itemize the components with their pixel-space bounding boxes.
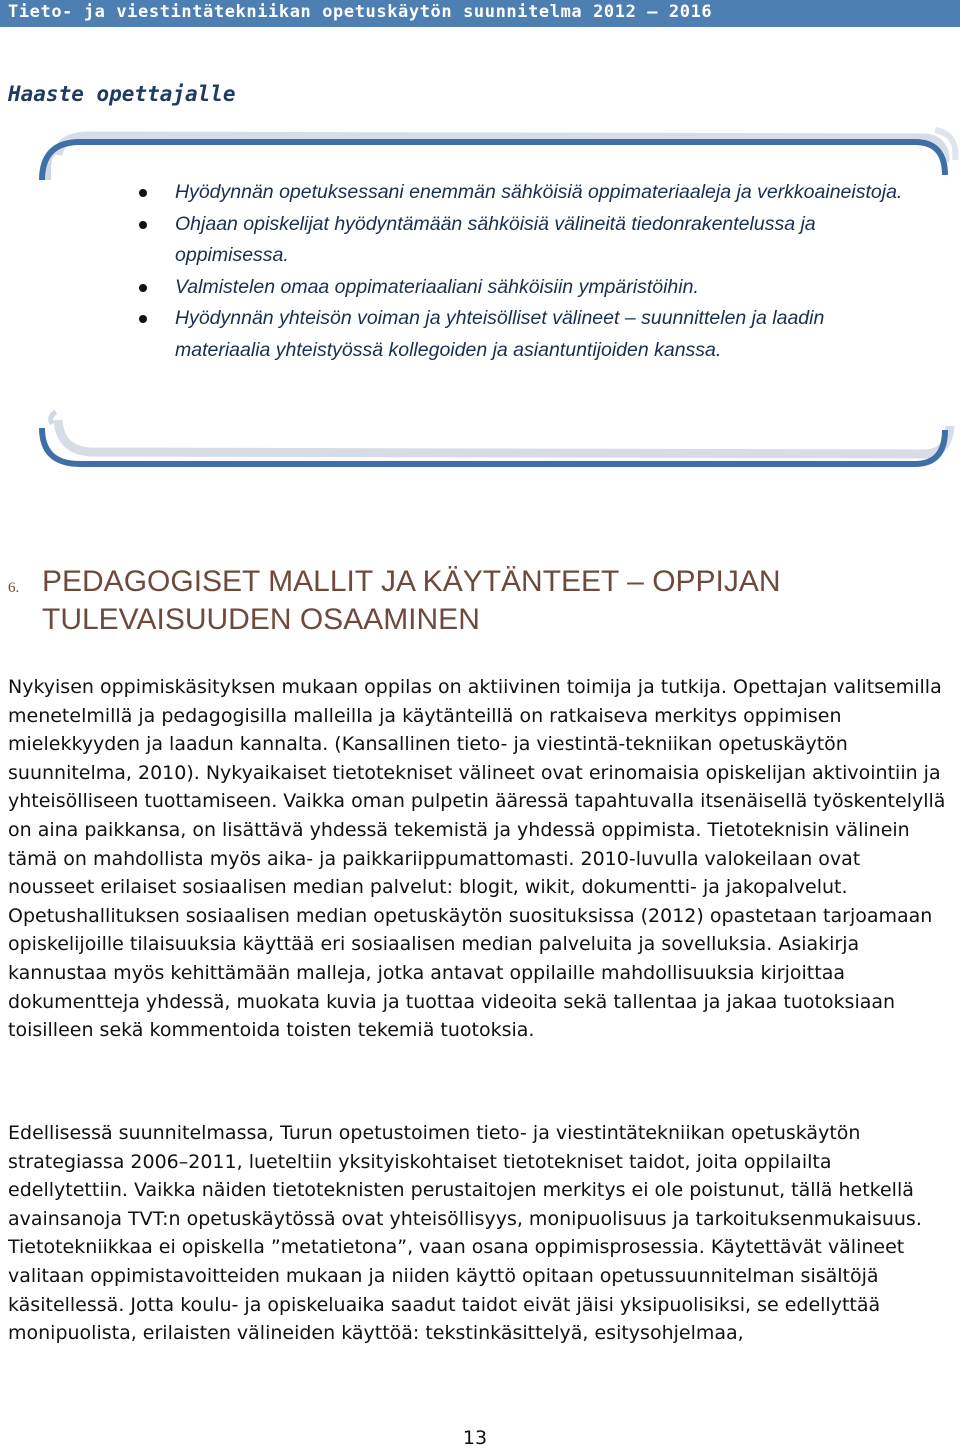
list-item — [137, 272, 917, 304]
scroll-bottom-shadow — [58, 420, 950, 454]
bullet-dot-icon — [139, 315, 147, 323]
list-item — [137, 209, 917, 272]
section-number: 6. — [8, 580, 20, 596]
list-item — [137, 303, 917, 366]
bullet-dot-icon — [139, 284, 147, 292]
page-header-bar — [0, 0, 960, 27]
scroll-top-edge — [42, 142, 945, 180]
bullet-dot-icon — [139, 189, 147, 197]
section-title: PEDAGOGISET MALLIT JA KÄYTÄNTEET – OPPIJAN TULEVAISUUDEN OSAAMINEN — [42, 565, 781, 636]
challenge-heading: Haaste opettajalle — [8, 82, 236, 106]
challenge-list — [137, 177, 917, 366]
list-item-text: Hyödynnän yhteisön voiman ja yhteisölliset välineet – suunnittelen ja laadin materiaalia yhteistyössä kollegoiden ja asiantuntijoiden kanssa. — [175, 307, 825, 361]
list-item — [137, 177, 917, 209]
list-item-text: Hyödynnän opetuksessani enemmän sähköisiä oppimateriaaleja ja verkkoaineistoja. — [175, 181, 903, 203]
page-header-title: Tieto- ja viestintätekniikan opetuskäytön suunnitelma 2012 – 2016 — [8, 2, 713, 22]
body-paragraph: Nykyisen oppimiskäsityksen mukaan oppilas on aktiivinen toimija ja tutkija. Opettajan valitsemilla menetelmillä ja pedagogisilla malleilla ja käytänteillä on ratkaiseva merkitys oppimisen mielekkyyden ja laadun kannalta. (Kansallinen tieto- ja viestintä-tekniikan opetuskäytön suunnitelma, 2010). Nykyaikaiset tietotekniset välineet ovat erinomaisia opiskelijan aktivointiin ja yhteisölliseen tuottamiseen. Vaikka oman pulpetin ääressä tapahtuvalla itsenäisellä työskentelyllä on aina paikkansa, on lisättävä yhdessä tekemistä ja yhdessä oppimista. Tietoteknisin välinein tämä on mahdollista myös aika- ja paikkariippumattomasti. 2010-luvulla valokeilaan ovat nousseet erilaiset sosiaalisen median palvelut: blogit, wikit, dokumentti- ja jakopalvelut. Opetushallituksen sosiaalisen median opetuskäytön suosituksissa (2012) opastetaan tarjoamaan opiskelijoille tilaisuuksia käyttää eri sosiaalisen median palveluita ja sovelluksia. Asiakirja kannustaa myös kehittämään malleja, jotka antavat oppilaille mahdollisuuksia kirjoittaa dokumentteja yhdessä, muokata kuvia ja tuottaa videoita sekä tallentaa ja jakaa tuotoksiaan toisilleen sekä kommentoida toisten tekemiä tuotoksia. — [8, 676, 946, 1042]
list-item-text: Valmistelen omaa oppimateriaaliani sähköisiin ympäristöihin. — [175, 275, 699, 298]
list-item-text: Ohjaan opiskelijat hyödyntämään sähköisiä välineitä tiedonrakentelussa ja oppimisessa. — [175, 212, 816, 266]
body-paragraph: Edellisessä suunnitelmassa, Turun opetustoimen tieto- ja viestintätekniikan opetuskäytön strategiassa 2006–2011, lueteltiin yksityiskohtaiset tietotekniset taidot, joita oppilailta edellytettiin. Vaikka näiden tietoteknisten perustaitojen merkitys ei ole poistunut, tällä hetkellä avainsanoja TVT:n opetuskäytössä ovat yhteisöllisyys, monipuolisuus ja tarkoituksenmukaisuus. Tietotekniikkaa ei opiskella ”metatietona”, vaan osana oppimisprosessia. Käytettävät välineet valitaan oppimistavoitteiden mukaan ja niiden käyttö opitaan opetussuunnitelman sisältöjä käsitellessä. Jotta koulu- ja opiskeluaika saadut taidot eivät jäisi yksipuolisiksi, se edellyttää monipuolista, erilaisten välineiden käyttöä: tekstinkäsittelyä, esitysohjelmaa, — [8, 1122, 922, 1345]
page-number: 13 — [462, 1427, 488, 1449]
scroll-bottom-edge — [42, 428, 945, 464]
bullet-dot-icon — [139, 221, 147, 229]
